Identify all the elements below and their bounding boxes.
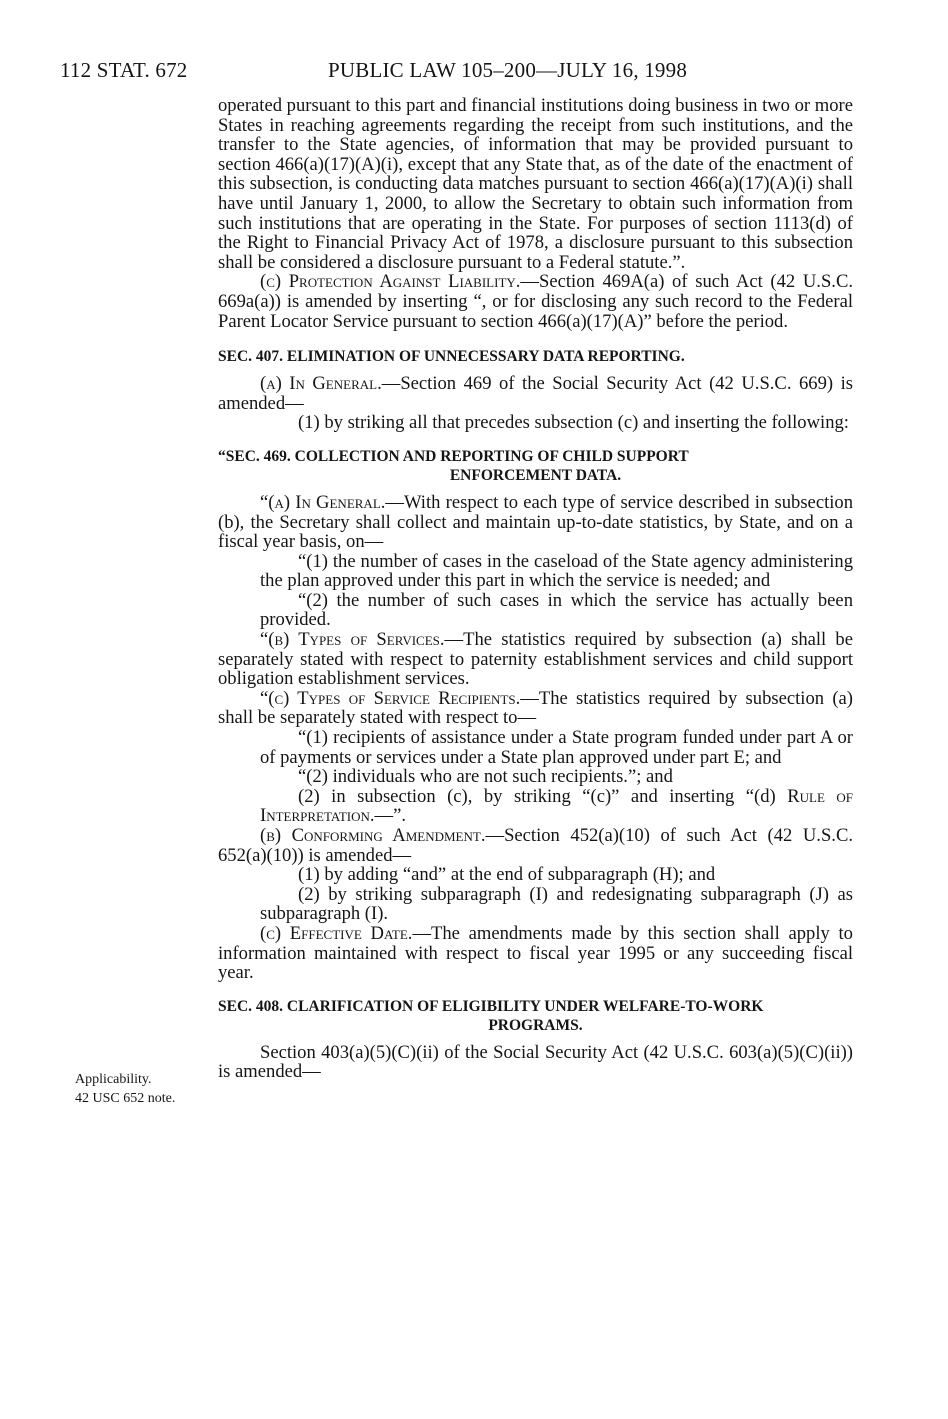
paragraph-469-b xyxy=(218,630,853,689)
paragraph-text: —The statistics required by subsection (a) shall be separately stated with respect to paternity establishment services and child support obligation establishment services. xyxy=(218,629,853,690)
subsection-heading: “(a) In General. xyxy=(260,491,386,513)
paragraph-469-a-1: “(1) the number of cases in the caseload of the State agency administering the plan approved under this part in which the service is needed; and xyxy=(260,550,853,592)
paragraph-text: —The statistics required by subsection (a) shall be separately stated with respect to— xyxy=(218,687,853,729)
paragraph-text: —Section 469 of the Social Security Act (42 U.S.C. 669) is amended— xyxy=(218,373,853,414)
subsection-heading: “(b) Types of Services. xyxy=(260,629,445,651)
public-law-title: PUBLIC LAW 105–200—JULY 16, 1998 xyxy=(328,58,688,82)
paragraph-effective-date xyxy=(218,924,853,983)
paragraph-item-1: (1) by striking all that precedes subsection (c) and inserting the following: xyxy=(298,412,849,434)
paragraph-text: —Section 452(a)(10) of such Act (42 U.S.C. 652(a)(10)) is amended— xyxy=(218,825,853,866)
paragraph-protection-against-liability xyxy=(218,272,853,331)
section-469-heading-line2: ENFORCEMENT DATA. xyxy=(449,466,622,484)
paragraph-amend-2: (2) by striking subparagraph (I) and redesignating subparagraph (J) as subparagraph (I). xyxy=(260,883,853,925)
paragraph-text: —Section 469A(a) of such Act (42 U.S.C. 669a(a)) is amended by inserting “, or for disclosing any such record to the Federal Parent Locator Service pursuant to section 466(a)(17)(A)” before the period. xyxy=(218,271,853,332)
paragraph-text: —The amendments made by this section shall apply to information maintained with respect to fiscal year 1995 or any succeeding fiscal year. xyxy=(218,922,853,984)
paragraph-in-general xyxy=(218,374,853,413)
section-469-heading-line1: “SEC. 469. COLLECTION AND REPORTING OF CHILD SUPPORT xyxy=(218,447,689,465)
section-408-heading xyxy=(218,997,853,1035)
subsection-heading: (a) In General. xyxy=(260,373,382,395)
subsection-heading: “(c) Types of Service Recipients. xyxy=(260,687,521,709)
rule-of-interpretation: Rule of Interpretation. xyxy=(260,785,853,827)
paragraph-469-c-1: “(1) recipients of assistance under a State program funded under part A or of payments or services under a State plan approved under part E; and xyxy=(260,727,853,768)
paragraph-469-c-2: “(2) individuals who are not such recipients.”; and xyxy=(298,766,673,788)
paragraph-469-a xyxy=(218,493,853,552)
section-407-heading: SEC. 407. ELIMINATION OF UNNECESSARY DATA REPORTING. xyxy=(218,348,685,366)
paragraph-469-a-2: “(2) the number of such cases in which the service has actually been provided. xyxy=(260,589,853,631)
subsection-heading: (c) Protection Against Liability. xyxy=(260,271,521,293)
paragraph-text: (2) in subsection (c), by striking “(c)” and inserting “(d) xyxy=(298,785,788,807)
document-body xyxy=(218,96,853,1082)
paragraph-text: —With respect to each type of service described in subsection (b), the Secretary shall collect and maintain up-to-date statistics, by State, and on a fiscal year basis, on— xyxy=(218,491,853,553)
paragraph-section-408: Section 403(a)(5)(C)(ii) of the Social Security Act (42 U.S.C. 603(a)(5)(C)(ii)) is amended— xyxy=(218,1041,853,1083)
subsection-heading: (b) Conforming Amendment. xyxy=(260,825,486,846)
margin-note-applicability: Applicability. xyxy=(75,1072,152,1087)
section-408-heading-line2: PROGRAMS. xyxy=(488,1016,583,1034)
margin-note-usc: 42 USC 652 note. xyxy=(75,1091,176,1106)
paragraph-469-c xyxy=(218,689,853,728)
subsection-heading: (c) Effective Date. xyxy=(260,922,413,944)
page-header xyxy=(60,58,860,92)
paragraph-amend-1: (1) by adding “and” at the end of subparagraph (H); and xyxy=(298,864,716,886)
paragraph-text-end: —”. xyxy=(374,805,407,827)
paragraph-item-2 xyxy=(218,787,853,826)
stat-page-number: 112 STAT. 672 xyxy=(60,58,188,82)
paragraph-conforming-amendment xyxy=(218,826,853,865)
paragraph-continuation: operated pursuant to this part and financial institutions doing business in two or more States in reaching agreements regarding the receipt from such institutions, and the transfer to the State agencies, of information that may be provided pursuant to section 466(a)(17)(A)(i), except that any State that, as of the date of the enactment of this subsection, is conducting data matches pursuant to section 466(a)(17)(A)(i) shall have until January 1, 2000, to allow the Secretary to obtain such information from such institutions that are operating in the State. For purposes of section 1113(d) of the Right to Financial Privacy Act of 1978, a disclosure pursuant to this subsection shall be considered a disclosure pursuant to a Federal statute.”. xyxy=(218,95,853,273)
section-408-heading-line1: SEC. 408. CLARIFICATION OF ELIGIBILITY UNDER WELFARE-TO-WORK xyxy=(218,997,764,1015)
section-469-heading xyxy=(218,447,853,485)
